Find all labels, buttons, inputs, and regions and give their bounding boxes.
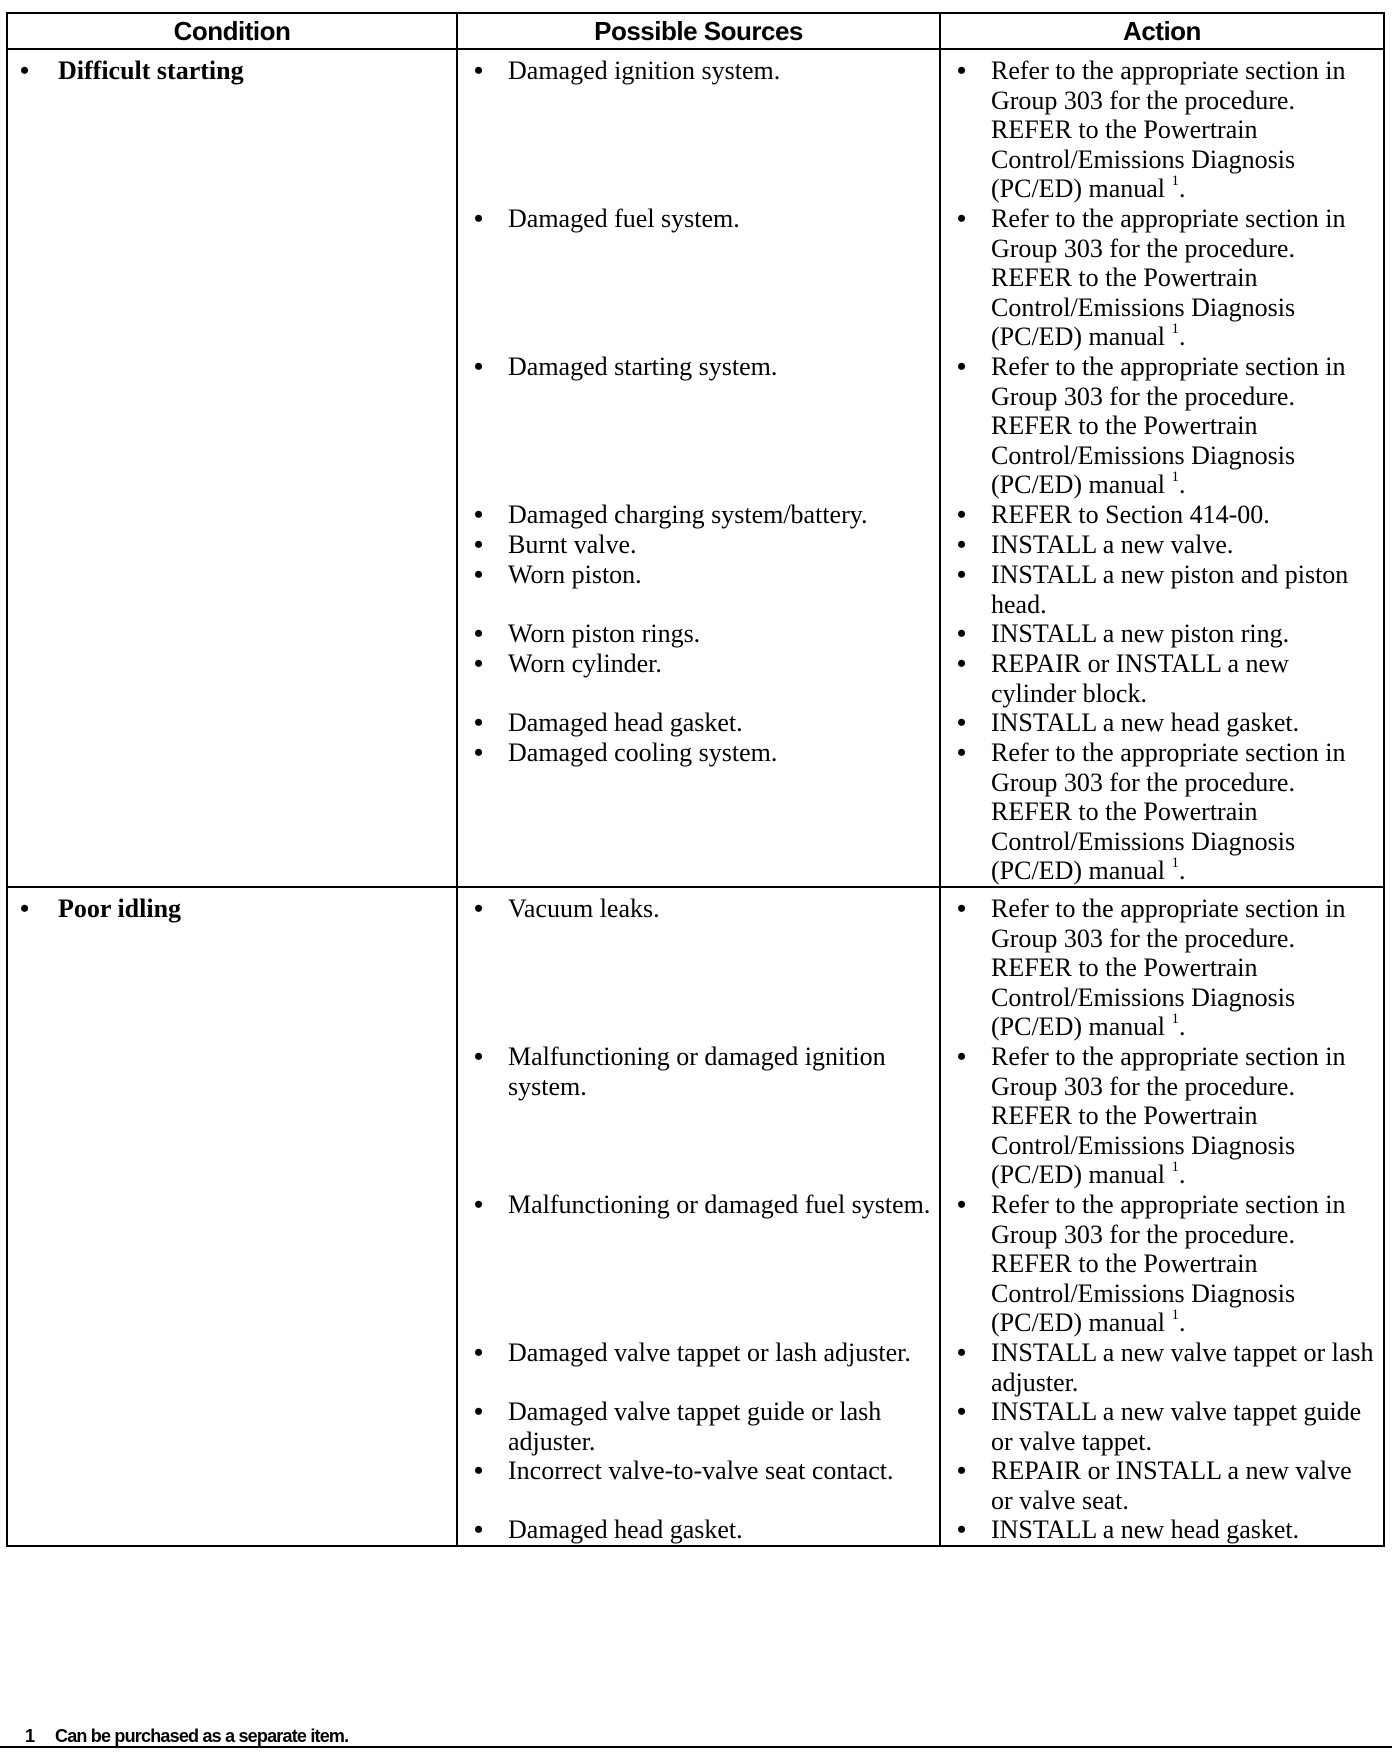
source-item: • Malfunctioning or damaged ignition system. [462, 1042, 935, 1190]
action-item [945, 352, 1379, 500]
header-condition: Condition [7, 13, 457, 49]
source-item: • Damaged fuel system. [462, 204, 935, 352]
header-possible-sources: Possible Sources [457, 13, 940, 49]
source-item: • Worn piston rings. [462, 619, 935, 649]
source-item: • Damaged ignition system. [462, 56, 935, 204]
action-text: Refer to the appropriate section in Group 303 for the procedure. REFER to the Powertrain Control/Emissions Diagnosis (PC/ED) manual [991, 352, 1346, 499]
action-item [945, 1397, 1379, 1456]
action-item [945, 619, 1379, 649]
table-header-row [7, 13, 1384, 49]
action-end-punct: . [1179, 322, 1186, 351]
action-end-punct: . [1179, 1308, 1186, 1337]
action-cell [940, 49, 1384, 887]
source-item: • Damaged charging system/battery. [462, 500, 935, 530]
action-item [945, 1190, 1379, 1338]
source-item: • Damaged starting system. [462, 352, 935, 500]
action-item [945, 500, 1379, 530]
source-item: • Damaged valve tappet guide or lash adjuster. [462, 1397, 935, 1456]
action-item [945, 738, 1379, 886]
action-item [945, 894, 1379, 1042]
source-item: • Damaged head gasket. [462, 708, 935, 738]
troubleshooting-table [6, 12, 1385, 1547]
action-text: Refer to the appropriate section in Group 303 for the procedure. REFER to the Powertrain Control/Emissions Diagnosis (PC/ED) manual [991, 1190, 1346, 1337]
condition-text: • Difficult starting [12, 56, 452, 86]
action-text: REFER to Section 414-00. [991, 500, 1270, 529]
action-item [945, 530, 1379, 560]
footnote-number: 1 [25, 1726, 35, 1746]
action-item [945, 649, 1379, 708]
source-item: • Incorrect valve-to-valve seat contact. [462, 1456, 935, 1515]
action-end-punct: . [1179, 856, 1186, 885]
action-item [945, 56, 1379, 204]
action-text: Refer to the appropriate section in Group 303 for the procedure. REFER to the Powertrain Control/Emissions Diagnosis (PC/ED) manual [991, 738, 1346, 885]
condition-text: • Poor idling [12, 894, 452, 924]
table-row [7, 49, 1384, 887]
action-item [945, 204, 1379, 352]
action-item [945, 708, 1379, 738]
source-item: • Malfunctioning or damaged fuel system. [462, 1190, 935, 1338]
action-text: INSTALL a new valve tappet guide or valve tappet. [991, 1397, 1362, 1456]
action-end-punct: . [1179, 1160, 1186, 1189]
action-text: Refer to the appropriate section in Group 303 for the procedure. REFER to the Powertrain Control/Emissions Diagnosis (PC/ED) manual [991, 894, 1346, 1041]
source-item: • Vacuum leaks. [462, 894, 935, 1042]
action-text: INSTALL a new head gasket. [991, 708, 1300, 737]
source-item: • Damaged head gasket. [462, 1515, 935, 1545]
header-action: Action [940, 13, 1384, 49]
action-end-punct: . [1179, 174, 1186, 203]
action-item [945, 1042, 1379, 1190]
source-item: • Damaged cooling system. [462, 738, 935, 886]
action-text: INSTALL a new head gasket. [991, 1515, 1300, 1544]
action-end-punct: . [1179, 470, 1186, 499]
footnote-text: Can be purchased as a separate item. [55, 1726, 349, 1746]
source-item: • Damaged valve tappet or lash adjuster. [462, 1338, 935, 1397]
footnote-ref: 1 [1171, 173, 1180, 190]
footnote-ref: 1 [1171, 469, 1180, 486]
possible-sources-cell [457, 49, 940, 887]
source-item: • Worn piston. [462, 560, 935, 619]
source-item: • Worn cylinder. [462, 649, 935, 708]
footnote-ref: 1 [1171, 855, 1180, 872]
condition-cell [7, 49, 457, 887]
condition-cell [7, 887, 457, 1546]
action-item [945, 1456, 1379, 1515]
action-text: REPAIR or INSTALL a new cylinder block. [991, 649, 1289, 708]
action-text: INSTALL a new piston ring. [991, 619, 1290, 648]
footnote-ref: 1 [1171, 1159, 1180, 1176]
action-text: INSTALL a new valve. [991, 530, 1234, 559]
footnote-divider [0, 1746, 1392, 1748]
footnote-ref: 1 [1171, 321, 1180, 338]
action-text: Refer to the appropriate section in Group 303 for the procedure. REFER to the Powertrain Control/Emissions Diagnosis (PC/ED) manual [991, 204, 1346, 351]
action-text: INSTALL a new valve tappet or lash adjuster. [991, 1338, 1374, 1397]
possible-sources-cell [457, 887, 940, 1546]
action-text: Refer to the appropriate section in Group 303 for the procedure. REFER to the Powertrain Control/Emissions Diagnosis (PC/ED) manual [991, 1042, 1346, 1189]
table-body [7, 49, 1384, 1546]
table-row [7, 887, 1384, 1546]
action-text: Refer to the appropriate section in Group 303 for the procedure. REFER to the Powertrain Control/Emissions Diagnosis (PC/ED) manual [991, 56, 1346, 203]
footnote-ref: 1 [1171, 1011, 1180, 1028]
action-item [945, 1515, 1379, 1545]
action-end-punct: . [1179, 1012, 1186, 1041]
action-item [945, 1338, 1379, 1397]
source-item: • Burnt valve. [462, 530, 935, 560]
action-cell [940, 887, 1384, 1546]
action-item [945, 560, 1379, 619]
action-text: REPAIR or INSTALL a new valve or valve seat. [991, 1456, 1352, 1515]
footnote-ref: 1 [1171, 1307, 1180, 1324]
action-text: INSTALL a new piston and piston head. [991, 560, 1349, 619]
